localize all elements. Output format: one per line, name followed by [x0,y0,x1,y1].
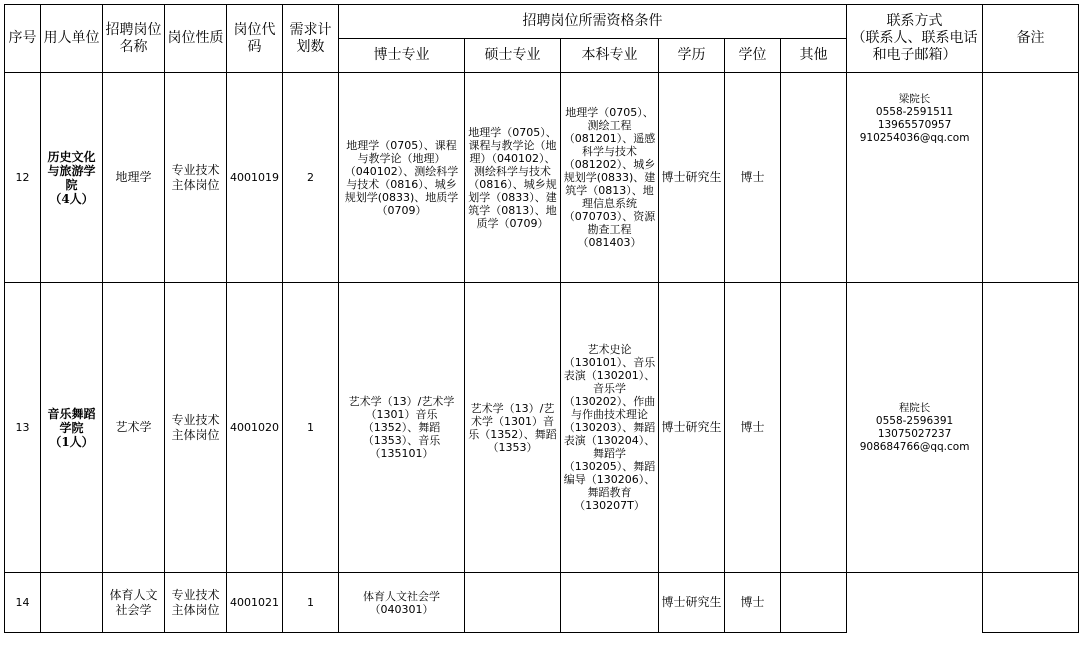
row-seq: 14 [5,573,41,633]
row-remark [983,283,1079,573]
row-post-nature: 专业技术主体岗位 [165,573,227,633]
table-row [5,73,1079,283]
row-other [781,283,847,573]
header-unit: 用人单位 [41,5,103,73]
contact-phone: 0558-2591511 [875,106,954,118]
row-quota: 1 [283,283,339,573]
contact-phone: 0558-2596391 [875,414,954,427]
row-education: 博士研究生 [659,573,725,633]
table-row [5,283,1079,573]
row-degree: 博士 [725,283,781,573]
row-master-major: 地理学（0705）、课程与教学论（地理）（040102）、测绘科学与技术（0816）、城乡规划学（0833）、建筑学（0813）、地质学（0709） [465,73,561,283]
row-unit [41,283,103,573]
table-row [5,573,1079,633]
row-unit-count: （4人） [49,191,94,206]
row-bachelor-major: 艺术史论（130101）、音乐表演（130201）、音乐学（130202）、作曲与作曲技术理论（130203）、舞蹈表演（130204）、舞蹈学（130205）、舞蹈编导（130206）、舞蹈教育（130207T） [561,283,659,573]
row-post-name: 体育人文社会学 [103,573,165,633]
contact-name: 梁院长 [898,93,931,105]
row-quota: 2 [283,73,339,283]
row-post-nature: 专业技术主体岗位 [165,73,227,283]
row-doctor-major: 艺术学（13）/艺术学（1301）音乐（1352）、舞蹈（1353）、音乐（135101） [339,283,465,573]
row-unit-name: 历史文化与旅游学院 [47,149,96,192]
row-remark [983,73,1079,283]
row-other [781,73,847,283]
row-post-code: 4001020 [227,283,283,573]
row-doctor-major: 体育人文社会学（040301） [339,573,465,633]
header-contact-title: 联系方式 [886,13,943,29]
contact-email: 910254036@qq.com [859,132,970,144]
row-post-nature: 专业技术主体岗位 [165,283,227,573]
header-bachelor-major: 本科专业 [561,39,659,73]
row-degree: 博士 [725,573,781,633]
row-contact [847,573,983,633]
row-bachelor-major [561,573,659,633]
header-remark: 备注 [983,5,1079,73]
contact-email: 908684766@qq.com [859,440,970,453]
header-conditions: 招聘岗位所需资格条件 [339,5,847,39]
row-quota: 1 [283,573,339,633]
row-post-name: 艺术学 [103,283,165,573]
row-doctor-major: 地理学（0705）、课程与教学论（地理）（040102）、测绘科学与技术（0816）、城乡规划学(0833)、地质学（0709） [339,73,465,283]
header-contact-detail: （联系人、联系电话和电子邮箱） [851,30,978,63]
recruitment-table [4,4,1079,633]
row-seq: 13 [5,283,41,573]
contact-name: 程院长 [898,401,931,414]
row-contact [847,73,983,283]
header-post-nature: 岗位性质 [165,5,227,73]
contact-mobile: 13075027237 [877,427,952,440]
row-post-code: 4001021 [227,573,283,633]
header-quota: 需求计划数 [283,5,339,73]
header-other: 其他 [781,39,847,73]
header-doctor-major: 博士专业 [339,39,465,73]
row-seq: 12 [5,73,41,283]
row-education: 博士研究生 [659,283,725,573]
row-other [781,573,847,633]
row-unit-name: 音乐舞蹈学院 [47,406,96,435]
row-unit [41,573,103,633]
row-remark [983,573,1079,633]
row-education: 博士研究生 [659,73,725,283]
row-post-code: 4001019 [227,73,283,283]
row-contact [847,283,983,573]
row-unit [41,73,103,283]
row-unit-count: （1人） [49,434,94,449]
header-post-code: 岗位代码 [227,5,283,73]
header-contact [847,5,983,73]
header-education: 学历 [659,39,725,73]
row-master-major [465,573,561,633]
row-master-major: 艺术学（13）/艺术学（1301）音乐（1352）、舞蹈（1353） [465,283,561,573]
contact-mobile: 13965570957 [877,119,952,131]
header-post-name: 招聘岗位名称 [103,5,165,73]
row-bachelor-major: 地理学（0705）、测绘工程（081201）、遥感科学与技术（081202）、城乡规划学(0833)、建筑学（0813）、地理信息系统（070703）、资源勘查工程（081403） [561,73,659,283]
row-post-name: 地理学 [103,73,165,283]
header-seq: 序号 [5,5,41,73]
header-master-major: 硕士专业 [465,39,561,73]
row-degree: 博士 [725,73,781,283]
header-degree: 学位 [725,39,781,73]
